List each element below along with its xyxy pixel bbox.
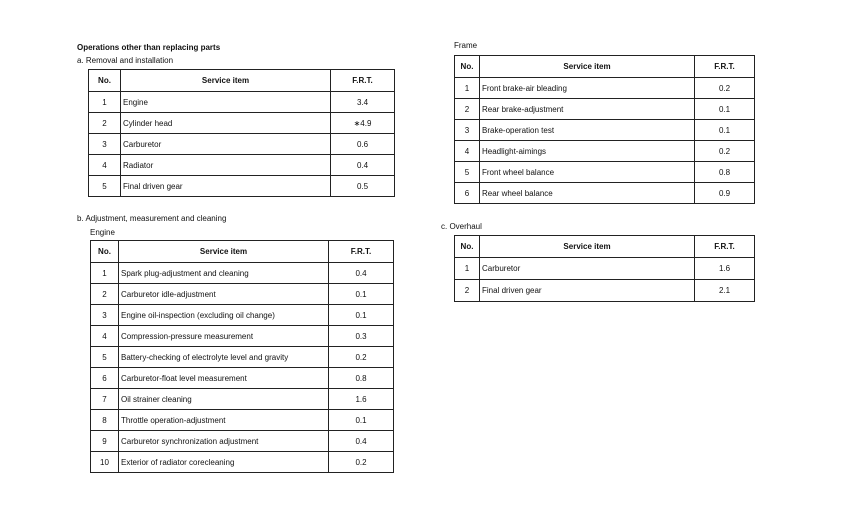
frt-value: 0.4 [329, 431, 394, 452]
removal-installation-table [88, 69, 395, 197]
service-item: Radiator [121, 155, 331, 176]
frt-value: 0.8 [329, 368, 394, 389]
col-header-item: Service item [480, 236, 695, 258]
frt-value: 0.6 [331, 134, 395, 155]
row-number: 1 [455, 78, 480, 99]
frt-value: 0.1 [695, 99, 755, 120]
row-number: 6 [455, 183, 480, 204]
table-row [455, 141, 755, 162]
col-header-item: Service item [119, 241, 329, 263]
row-number: 4 [455, 141, 480, 162]
table-row [91, 389, 394, 410]
table-row [91, 305, 394, 326]
row-number: 7 [91, 389, 119, 410]
service-item: Front wheel balance [480, 162, 695, 183]
row-number: 5 [91, 347, 119, 368]
table-body [91, 263, 394, 473]
row-number: 3 [91, 305, 119, 326]
service-item: Battery-checking of electrolyte level and gravity [119, 347, 329, 368]
table-row [455, 258, 755, 280]
row-number: 10 [91, 452, 119, 473]
frt-value: 0.3 [329, 326, 394, 347]
row-number: 9 [91, 431, 119, 452]
row-number: 8 [91, 410, 119, 431]
col-header-item: Service item [121, 70, 331, 92]
frt-value: 0.1 [695, 120, 755, 141]
row-number: 4 [89, 155, 121, 176]
service-item: Final driven gear [121, 176, 331, 197]
frt-value: 0.2 [695, 78, 755, 99]
row-number: 2 [455, 280, 480, 302]
service-item: Engine oil-inspection (excluding oil change) [119, 305, 329, 326]
frt-value: 2.1 [695, 280, 755, 302]
table-row [455, 162, 755, 183]
service-item: Spark plug-adjustment and cleaning [119, 263, 329, 284]
frt-value: 0.9 [695, 183, 755, 204]
col-header-frt: F.R.T. [331, 70, 395, 92]
service-item: Carburetor-float level measurement [119, 368, 329, 389]
row-number: 1 [455, 258, 480, 280]
row-number: 6 [91, 368, 119, 389]
frt-value: 0.1 [329, 410, 394, 431]
table-row [91, 431, 394, 452]
row-number: 2 [455, 99, 480, 120]
table-row [91, 452, 394, 473]
service-item: Rear wheel balance [480, 183, 695, 204]
table-row [91, 368, 394, 389]
table-row [89, 176, 395, 197]
service-item: Cylinder head [121, 113, 331, 134]
table-row [91, 326, 394, 347]
service-item: Exterior of radiator corecleaning [119, 452, 329, 473]
col-header-no: No. [91, 241, 119, 263]
row-number: 5 [89, 176, 121, 197]
table-row [91, 410, 394, 431]
service-item: Headlight-aimings [480, 141, 695, 162]
table-body [89, 92, 395, 197]
engine-subheading: Engine [90, 228, 115, 237]
table-header-row [91, 241, 394, 263]
service-item: Final driven gear [480, 280, 695, 302]
engine-adjustment-table [90, 240, 394, 473]
row-number: 3 [455, 120, 480, 141]
frt-value: 0.4 [329, 263, 394, 284]
service-item: Brake-operation test [480, 120, 695, 141]
table-row [455, 183, 755, 204]
row-number: 1 [91, 263, 119, 284]
frt-value: 0.2 [329, 347, 394, 368]
main-heading: Operations other than replacing parts [77, 43, 221, 52]
table-row [91, 284, 394, 305]
overhaul-heading: c. Overhaul [441, 222, 482, 231]
table-header-row [89, 70, 395, 92]
table-row [455, 120, 755, 141]
col-header-no: No. [455, 236, 480, 258]
col-header-no: No. [89, 70, 121, 92]
frame-table [454, 55, 755, 204]
service-item: Rear brake-adjustment [480, 99, 695, 120]
service-item: Carburetor synchronization adjustment [119, 431, 329, 452]
frt-value: 0.4 [331, 155, 395, 176]
table-row [91, 263, 394, 284]
frt-value: 0.8 [695, 162, 755, 183]
row-number: 3 [89, 134, 121, 155]
col-header-frt: F.R.T. [695, 236, 755, 258]
frt-value: 1.6 [695, 258, 755, 280]
frame-heading: Frame [454, 41, 478, 50]
frt-value: 0.5 [331, 176, 395, 197]
row-number: 5 [455, 162, 480, 183]
row-number: 1 [89, 92, 121, 113]
adjust-heading: b. Adjustment, measurement and cleaning [77, 214, 227, 223]
service-item: Compression-pressure measurement [119, 326, 329, 347]
table-row [89, 134, 395, 155]
frt-value: 0.1 [329, 284, 394, 305]
row-number: 2 [91, 284, 119, 305]
service-item: Carburetor [480, 258, 695, 280]
table-header-row [455, 56, 755, 78]
frt-value: 0.1 [329, 305, 394, 326]
frt-value: 0.2 [695, 141, 755, 162]
service-item: Throttle operation-adjustment [119, 410, 329, 431]
table-row [89, 113, 395, 134]
table-row [455, 280, 755, 302]
col-header-frt: F.R.T. [329, 241, 394, 263]
table-body [455, 258, 755, 302]
frt-value: 1.6 [329, 389, 394, 410]
col-header-item: Service item [480, 56, 695, 78]
service-item: Front brake-air bleading [480, 78, 695, 99]
service-item: Oil strainer cleaning [119, 389, 329, 410]
col-header-frt: F.R.T. [695, 56, 755, 78]
overhaul-table [454, 235, 755, 302]
removal-heading: a. Removal and installation [77, 56, 174, 65]
service-item: Carburetor [121, 134, 331, 155]
service-item: Carburetor idle-adjustment [119, 284, 329, 305]
table-row [89, 155, 395, 176]
table-row [455, 99, 755, 120]
row-number: 2 [89, 113, 121, 134]
table-row [91, 347, 394, 368]
table-header-row [455, 236, 755, 258]
table-row [455, 78, 755, 99]
service-item: Engine [121, 92, 331, 113]
row-number: 4 [91, 326, 119, 347]
frt-value: 0.2 [329, 452, 394, 473]
frt-value: 3.4 [331, 92, 395, 113]
table-row [89, 92, 395, 113]
frt-value: ∗4.9 [331, 113, 395, 134]
col-header-no: No. [455, 56, 480, 78]
table-body [455, 78, 755, 204]
